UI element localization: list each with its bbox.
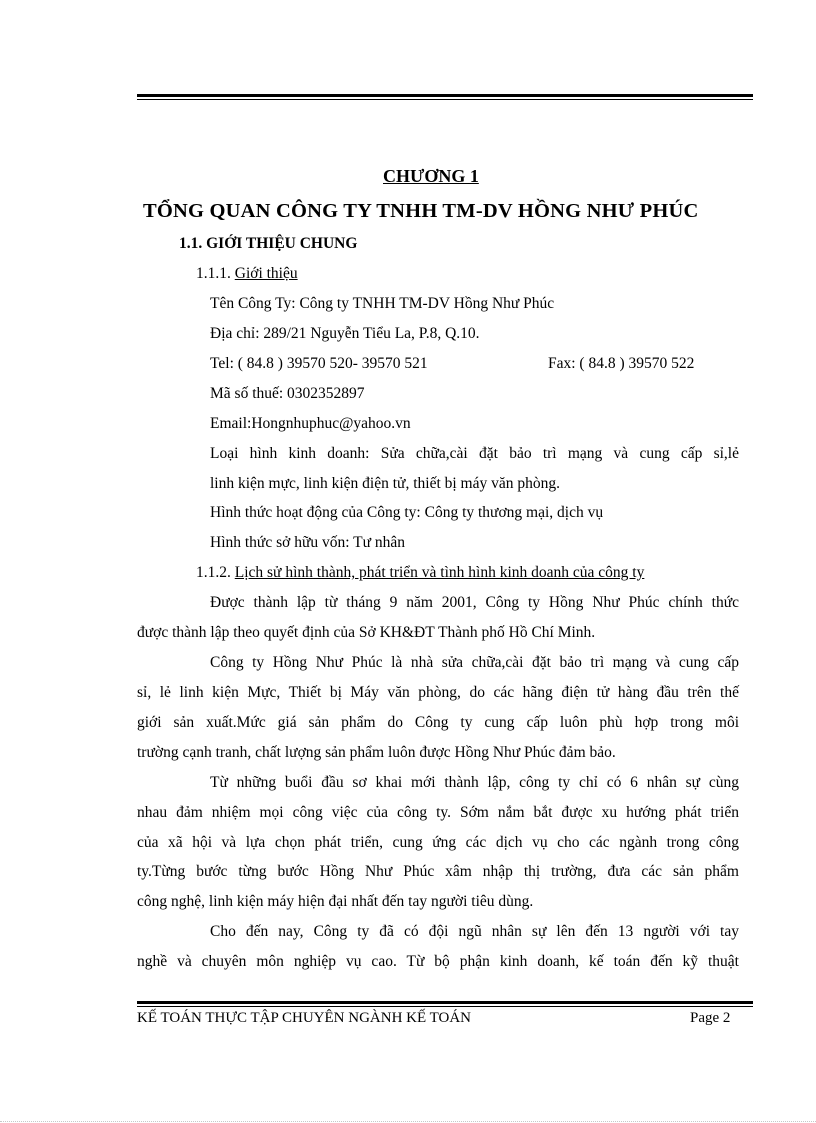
company-business-type-line1: Loại hình kinh doanh: Sửa chữa,cài đặt bảo trì mạng và cung cấp sỉ,lẻ [210,445,739,462]
company-operation-form: Hình thức hoạt động của Công ty: Công ty thương mại, dịch vụ [210,504,604,521]
company-address: Địa chỉ: 289/21 Nguyễn Tiểu La, P.8, Q.10. [210,325,480,342]
company-fax: Fax: ( 84.8 ) 39570 522 [548,355,695,372]
paragraph-line: Từ những buổi đầu sơ khai mới thành lập, công ty chỉ có 6 nhân sự cùng [210,774,739,791]
paragraph-line: được thành lập theo quyết định của Sở KH&ĐT Thành phố Hồ Chí Minh. [137,624,596,641]
footer-rule-thin [137,1006,753,1007]
paragraph-line: Cho đến nay, Công ty đã có đội ngũ nhân sự lên đến 13 người với tay [210,923,739,940]
paragraph-line: công nghệ, linh kiện máy hiện đại nhất đến tay người tiêu dùng. [137,893,534,910]
paragraph-line: sỉ, lẻ linh kiện Mực, Thiết bị Máy văn phòng, do các hãng điện tử hàng đầu trên thế [137,684,739,701]
section-1-1-2-title: Lịch sử hình thành, phát triển và tình hình kinh doanh của công ty [234,564,645,581]
header-rule-thin [137,99,753,100]
section-1-1-1-title: Giới thiệu [234,265,298,282]
company-name: Tên Công Ty: Công ty TNHH TM-DV Hồng Như Phúc [210,295,555,312]
header-rule-thick [137,94,753,97]
company-ownership: Hình thức sở hữu vốn: Tư nhân [210,534,405,551]
paragraph-line: của xã hội và lựa chọn phát triển, cung ứng các dịch vụ cho các ngành trong công [137,834,739,851]
section-1-1-2-heading [196,563,644,583]
section-1-1-1-number: 1.1.1. [196,265,231,282]
footer-title: KẾ TOÁN THỰC TẬP CHUYÊN NGÀNH KẾ TOÁN [137,1010,472,1026]
paragraph-line: giới sản xuất.Mức giá sản phẩm do Công ty cung cấp luôn phù hợp trong môi [137,714,739,731]
paragraph-line: trường cạnh tranh, chất lượng sản phẩm luôn được Hồng Như Phúc đảm bảo. [137,744,616,761]
chapter-title: TỔNG QUAN CÔNG TY TNHH TM-DV HỒNG NHƯ PHÚC [143,200,699,222]
chapter-label: CHƯƠNG 1 [383,166,479,186]
company-tax-code: Mã số thuế: 0302352897 [210,385,365,402]
company-email: Email:Hongnhuphuc@yahoo.vn [210,415,411,432]
paragraph-line: nghề và chuyên môn nghiệp vụ cao. Từ bộ phận kinh doanh, kế toán đến kỹ thuật [137,953,739,970]
footer-rule-thick [137,1001,753,1004]
company-tel: Tel: ( 84.8 ) 39570 520- 39570 521 [210,355,428,372]
paragraph-line: Được thành lập từ tháng 9 năm 2001, Công ty Hồng Như Phúc chính thức [210,594,739,611]
paragraph-line: nhau đảm nhiệm mọi công việc của công ty. Sớm nắm bắt được xu hướng phát triển [137,804,739,821]
company-business-type-line2: linh kiện mực, linh kiện điện tử, thiết bị máy văn phòng. [210,475,560,492]
paragraph-line: Công ty Hồng Như Phúc là nhà sửa chữa,cài đặt bảo trì mạng và cung cấp [210,654,739,671]
page-bottom-edge [0,1121,816,1122]
section-1-1-heading: 1.1. GIỚI THIỆU CHUNG [179,235,358,252]
footer-page-number: Page 2 [690,1010,731,1026]
paragraph-line: ty.Từng bước từng bước Hồng Như Phúc xâm nhập thị trường, đưa các sản phẩm [137,863,739,880]
section-1-1-2-number: 1.1.2. [196,564,231,581]
section-1-1-1-heading [196,264,298,284]
